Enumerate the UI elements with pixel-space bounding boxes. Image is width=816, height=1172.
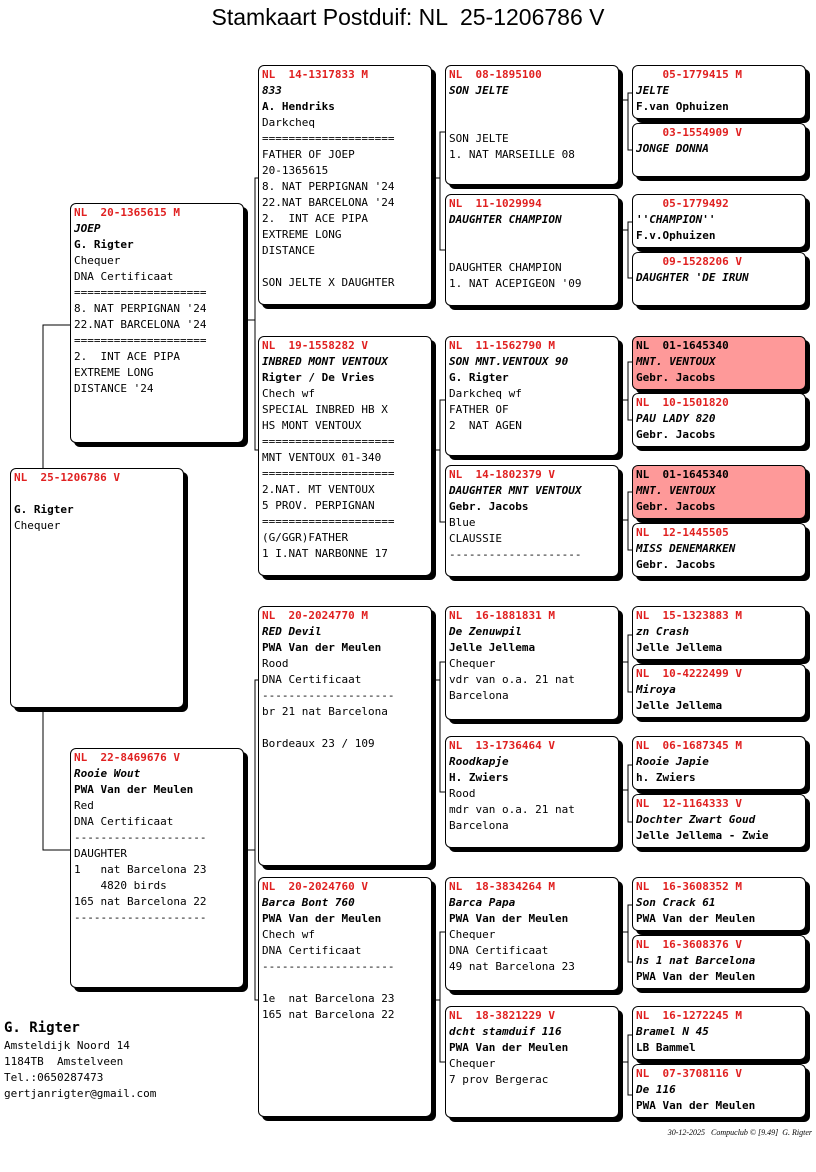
pedigree-card-gen4-1[interactable] <box>632 65 806 119</box>
card-line: Barca Papa <box>449 896 516 909</box>
card-line: zn Crash <box>636 625 689 638</box>
card-line: 2. INT ACE PIPA <box>74 350 180 363</box>
card-line <box>449 228 618 244</box>
ring-number: NL 19-1558282 V <box>262 339 368 352</box>
ring-number: NL 07-3708116 V <box>636 1067 742 1080</box>
card-line: hs 1 nat Barcelona <box>636 954 756 967</box>
card-line: Chech wf <box>262 928 315 941</box>
pedigree-card-mfm[interactable] <box>445 736 619 848</box>
card-line: Gebr. Jacobs <box>636 371 716 384</box>
card-line <box>449 244 618 260</box>
card-line: Bordeaux 23 / 109 <box>262 737 375 750</box>
card-line: De Zenuwpil <box>449 625 522 638</box>
card-line: Blue <box>449 516 476 529</box>
pedigree-card-mmf[interactable] <box>445 877 619 991</box>
card-line: 1 I.NAT NARBONNE 17 <box>262 547 388 560</box>
owner-address-city: 1184TB Amstelveen <box>4 1055 124 1068</box>
card-line: 2. INT ACE PIPA <box>262 212 368 225</box>
ring-number: NL 22-8469676 V <box>74 751 180 764</box>
pedigree-card-subject[interactable] <box>10 468 184 708</box>
card-line: ==================== <box>262 515 395 528</box>
card-line: vdr van o.a. 21 nat <box>449 673 575 686</box>
card-line: Rooie Wout <box>74 767 141 780</box>
card-line: 20-1365615 <box>262 164 329 177</box>
card-line: PWA Van der Meulen <box>449 912 569 925</box>
ring-number: NL 12-1164333 V <box>636 797 742 810</box>
pedigree-card-gen4-6[interactable] <box>632 393 806 447</box>
card-line: ==================== <box>262 467 395 480</box>
pedigree-card-gen4-15[interactable] <box>632 1006 806 1060</box>
card-line: Chequer <box>449 928 496 941</box>
card-line: H. Zwiers <box>449 771 509 784</box>
card-line: SPECIAL INBRED HB X <box>262 403 388 416</box>
card-line: MISS DENEMARKEN <box>636 542 736 555</box>
card-line <box>262 720 431 736</box>
pedigree-card-fmm[interactable] <box>445 465 619 577</box>
pedigree-card-father-father[interactable] <box>258 65 432 305</box>
ring-number: 05-1779492 <box>636 197 729 210</box>
card-line <box>262 259 431 275</box>
card-line: Jelle Jellema <box>636 699 723 712</box>
card-line: Darkcheq <box>262 116 315 129</box>
pedigree-card-father[interactable] <box>70 203 244 443</box>
pedigree-card-gen4-10[interactable] <box>632 664 806 718</box>
card-line: G. Rigter <box>74 238 134 251</box>
ring-number: NL 14-1317833 M <box>262 68 368 81</box>
card-line: Rooie Japie <box>636 755 709 768</box>
card-line: Barcelona <box>449 689 509 702</box>
owner-email[interactable]: gertjanrigter@gmail.com <box>4 1087 157 1100</box>
card-line: 49 nat Barcelona 23 <box>449 960 575 973</box>
pedigree-card-gen4-5[interactable] <box>632 336 806 390</box>
card-line: 22.NAT BARCELONA '24 <box>262 196 395 209</box>
pedigree-card-gen4-2[interactable] <box>632 123 806 177</box>
card-line: 165 nat Barcelona 22 <box>262 1008 395 1021</box>
card-line: -------------------- <box>74 911 207 924</box>
card-line <box>262 975 431 991</box>
card-line: PWA Van der Meulen <box>262 912 382 925</box>
ring-number: NL 13-1736464 V <box>449 739 555 752</box>
card-line <box>449 115 618 131</box>
card-line: 1e nat Barcelona 23 <box>262 992 395 1005</box>
pedigree-card-mother-father[interactable] <box>258 606 432 866</box>
card-line: Bramel N 45 <box>636 1025 709 1038</box>
pedigree-card-ffm[interactable] <box>445 194 619 306</box>
pedigree-card-gen4-16[interactable] <box>632 1064 806 1118</box>
pedigree-card-fff[interactable] <box>445 65 619 185</box>
card-line: DNA Certificaat <box>262 944 362 957</box>
card-line: Son Crack 61 <box>636 896 716 909</box>
pedigree-card-fmf[interactable] <box>445 336 619 456</box>
card-line: 2 NAT AGEN <box>449 419 522 432</box>
ring-number: NL 16-3608352 M <box>636 880 742 893</box>
ring-number: 09-1528206 V <box>636 255 742 268</box>
pedigree-card-gen4-14[interactable] <box>632 935 806 989</box>
card-line: PWA Van der Meulen <box>74 783 194 796</box>
card-line: De 116 <box>636 1083 676 1096</box>
card-line: 2.NAT. MT VENTOUX <box>262 483 375 496</box>
card-line: ==================== <box>74 286 207 299</box>
card-line: CLAUSSIE <box>449 532 502 545</box>
card-line: RED Devil <box>262 625 322 638</box>
card-line: DAUGHTER MNT VENTOUX <box>449 484 582 497</box>
owner-name: G. Rigter <box>4 1020 80 1036</box>
card-line: ''CHAMPION'' <box>636 213 716 226</box>
card-line: Barcelona <box>449 819 509 832</box>
card-line: Dochter Zwart Goud <box>636 813 756 826</box>
pedigree-card-gen4-12[interactable] <box>632 794 806 848</box>
pedigree-card-gen4-4[interactable] <box>632 252 806 306</box>
ring-number: NL 14-1802379 V <box>449 468 555 481</box>
card-line: DAUGHTER CHAMPION <box>449 261 562 274</box>
page-title: Stamkaart Postduif: NL 25-1206786 V <box>211 4 605 30</box>
ring-number: NL 01-1645340 <box>636 468 729 481</box>
card-line: PWA Van der Meulen <box>636 912 756 925</box>
ring-number: NL 10-4222499 V <box>636 667 742 680</box>
ring-number: NL 16-1881831 M <box>449 609 555 622</box>
card-line: Jelle Jellema <box>449 641 536 654</box>
ring-number: NL 18-3834264 M <box>449 880 555 893</box>
card-line: -------------------- <box>449 548 582 561</box>
card-line: Gebr. Jacobs <box>636 558 716 571</box>
card-line: DNA Certificaat <box>449 944 549 957</box>
card-line: DNA Certificaat <box>74 815 174 828</box>
pedigree-card-gen4-3[interactable] <box>632 194 806 248</box>
pedigree-card-mother[interactable] <box>70 748 244 988</box>
card-line: DAUGHTER CHAMPION <box>449 213 562 226</box>
card-line: JELTE <box>636 84 670 97</box>
owner-phone: Tel.:0650287473 <box>4 1071 104 1084</box>
ring-number: NL 16-1272245 M <box>636 1009 742 1022</box>
card-line: INBRED MONT VENTOUX <box>262 355 388 368</box>
card-line: h. Zwiers <box>636 771 696 784</box>
card-line: Miroya <box>636 683 676 696</box>
card-line: Barca Bont 760 <box>262 896 355 909</box>
card-line: Darkcheq wf <box>449 387 522 400</box>
card-line: DISTANCE '24 <box>74 382 154 395</box>
card-line: F.van Ophuizen <box>636 100 729 113</box>
card-line: -------------------- <box>74 831 207 844</box>
pedigree-card-gen4-11[interactable] <box>632 736 806 790</box>
card-line: SON JELTE X DAUGHTER <box>262 276 395 289</box>
card-line: Roodkapje <box>449 755 509 768</box>
pedigree-card-gen4-9[interactable] <box>632 606 806 660</box>
card-line: dcht stamduif 116 <box>449 1025 562 1038</box>
card-line: 833 <box>262 84 282 97</box>
card-line: (G/GGR)FATHER <box>262 531 349 544</box>
card-line: PWA Van der Meulen <box>449 1041 569 1054</box>
card-line: PAU LADY 820 <box>636 412 716 425</box>
card-line: PWA Van der Meulen <box>262 641 382 654</box>
card-line: mdr van o.a. 21 nat <box>449 803 575 816</box>
ring-number: NL 08-1895100 <box>449 68 542 81</box>
pedigree-card-gen4-8[interactable] <box>632 523 806 577</box>
pedigree-card-gen4-13[interactable] <box>632 877 806 931</box>
footer-credit: 30-12-2025 Compuclub © [9.49] G. Rigter <box>667 1128 812 1137</box>
ring-number: NL 06-1687345 M <box>636 739 742 752</box>
ring-number: NL 20-1365615 M <box>74 206 180 219</box>
owner-address-street: Amsteldijk Noord 14 <box>4 1039 130 1052</box>
card-line: 1. NAT MARSEILLE 08 <box>449 148 575 161</box>
card-line: FATHER OF JOEP <box>262 148 355 161</box>
ring-number: NL 10-1501820 <box>636 396 729 409</box>
card-line: 22.NAT BARCELONA '24 <box>74 318 207 331</box>
pedigree-card-mff[interactable] <box>445 606 619 720</box>
card-line: 4820 birds <box>74 879 167 892</box>
ring-number: 03-1554909 V <box>636 126 742 139</box>
card-line: Chequer <box>74 254 121 267</box>
card-line: 165 nat Barcelona 22 <box>74 895 207 908</box>
card-line: EXTREME LONG <box>74 366 154 379</box>
pedigree-card-gen4-7[interactable] <box>632 465 806 519</box>
ring-number: NL 16-3608376 V <box>636 938 742 951</box>
card-line: ==================== <box>262 435 395 448</box>
card-line: G. Rigter <box>449 371 509 384</box>
card-line: 5 PROV. PERPIGNAN <box>262 499 375 512</box>
pedigree-card-mmm[interactable] <box>445 1006 619 1118</box>
ring-number: NL 12-1445505 <box>636 526 729 539</box>
card-line: DISTANCE <box>262 244 315 257</box>
card-line: JONGE DONNA <box>636 142 709 155</box>
card-line: Chequer <box>14 519 61 532</box>
card-line: 8. NAT PERPIGNAN '24 <box>74 302 207 315</box>
card-line: Gebr. Jacobs <box>449 500 529 513</box>
card-line: SON MNT.VENTOUX 90 <box>449 355 569 368</box>
card-line: JOEP <box>74 222 101 235</box>
card-line: HS MONT VENTOUX <box>262 419 362 432</box>
card-line: Jelle Jellema - Zwie <box>636 829 769 842</box>
card-line: DAUGHTER <box>74 847 127 860</box>
card-line: Chech wf <box>262 387 315 400</box>
card-line: SON JELTE <box>449 84 509 97</box>
ring-number: NL 11-1562790 M <box>449 339 555 352</box>
card-line: LB Bammel <box>636 1041 696 1054</box>
card-line: -------------------- <box>262 960 395 973</box>
ring-number: NL 01-1645340 <box>636 339 729 352</box>
card-line: ==================== <box>262 132 395 145</box>
card-line: EXTREME LONG <box>262 228 342 241</box>
card-line: PWA Van der Meulen <box>636 1099 756 1112</box>
card-line: SON JELTE <box>449 132 509 145</box>
card-line: DNA Certificaat <box>262 673 362 686</box>
ring-number: NL 11-1029994 <box>449 197 542 210</box>
card-line: br 21 nat Barcelona <box>262 705 388 718</box>
pedigree-card-father-mother[interactable] <box>258 336 432 576</box>
ring-number: NL 20-2024760 V <box>262 880 368 893</box>
card-line: Gebr. Jacobs <box>636 428 716 441</box>
card-line: MNT. VENTOUX <box>636 484 716 497</box>
card-line: 1. NAT ACEPIGEON '09 <box>449 277 582 290</box>
card-line: Chequer <box>449 1057 496 1070</box>
pedigree-card-mother-mother[interactable] <box>258 877 432 1117</box>
card-line: G. Rigter <box>14 503 74 516</box>
ring-number: 05-1779415 M <box>636 68 742 81</box>
card-line: Rood <box>449 787 476 800</box>
card-line: Gebr. Jacobs <box>636 500 716 513</box>
card-line: -------------------- <box>262 689 395 702</box>
card-line: Rigter / De Vries <box>262 371 375 384</box>
card-line: 8. NAT PERPIGNAN '24 <box>262 180 395 193</box>
owner-info <box>4 1018 156 1102</box>
ring-number: NL 15-1323883 M <box>636 609 742 622</box>
card-line: PWA Van der Meulen <box>636 970 756 983</box>
card-line: MNT. VENTOUX <box>636 355 716 368</box>
card-line: 1 nat Barcelona 23 <box>74 863 207 876</box>
card-line <box>14 486 183 502</box>
card-line: DNA Certificaat <box>74 270 174 283</box>
card-line: ==================== <box>74 334 207 347</box>
card-line: F.v.Ophuizen <box>636 229 716 242</box>
card-line: Rood <box>262 657 289 670</box>
card-line: DAUGHTER 'DE IRUN <box>636 271 749 284</box>
card-line: Red <box>74 799 94 812</box>
card-line: MNT VENTOUX 01-340 <box>262 451 382 464</box>
card-line: A. Hendriks <box>262 100 335 113</box>
card-line: Chequer <box>449 657 496 670</box>
ring-number: NL 20-2024770 M <box>262 609 368 622</box>
card-line <box>449 99 618 115</box>
card-line: Jelle Jellema <box>636 641 723 654</box>
ring-number: NL 25-1206786 V <box>14 471 120 484</box>
card-line: 7 prov Bergerac <box>449 1073 549 1086</box>
card-line: FATHER OF <box>449 403 509 416</box>
ring-number: NL 18-3821229 V <box>449 1009 555 1022</box>
